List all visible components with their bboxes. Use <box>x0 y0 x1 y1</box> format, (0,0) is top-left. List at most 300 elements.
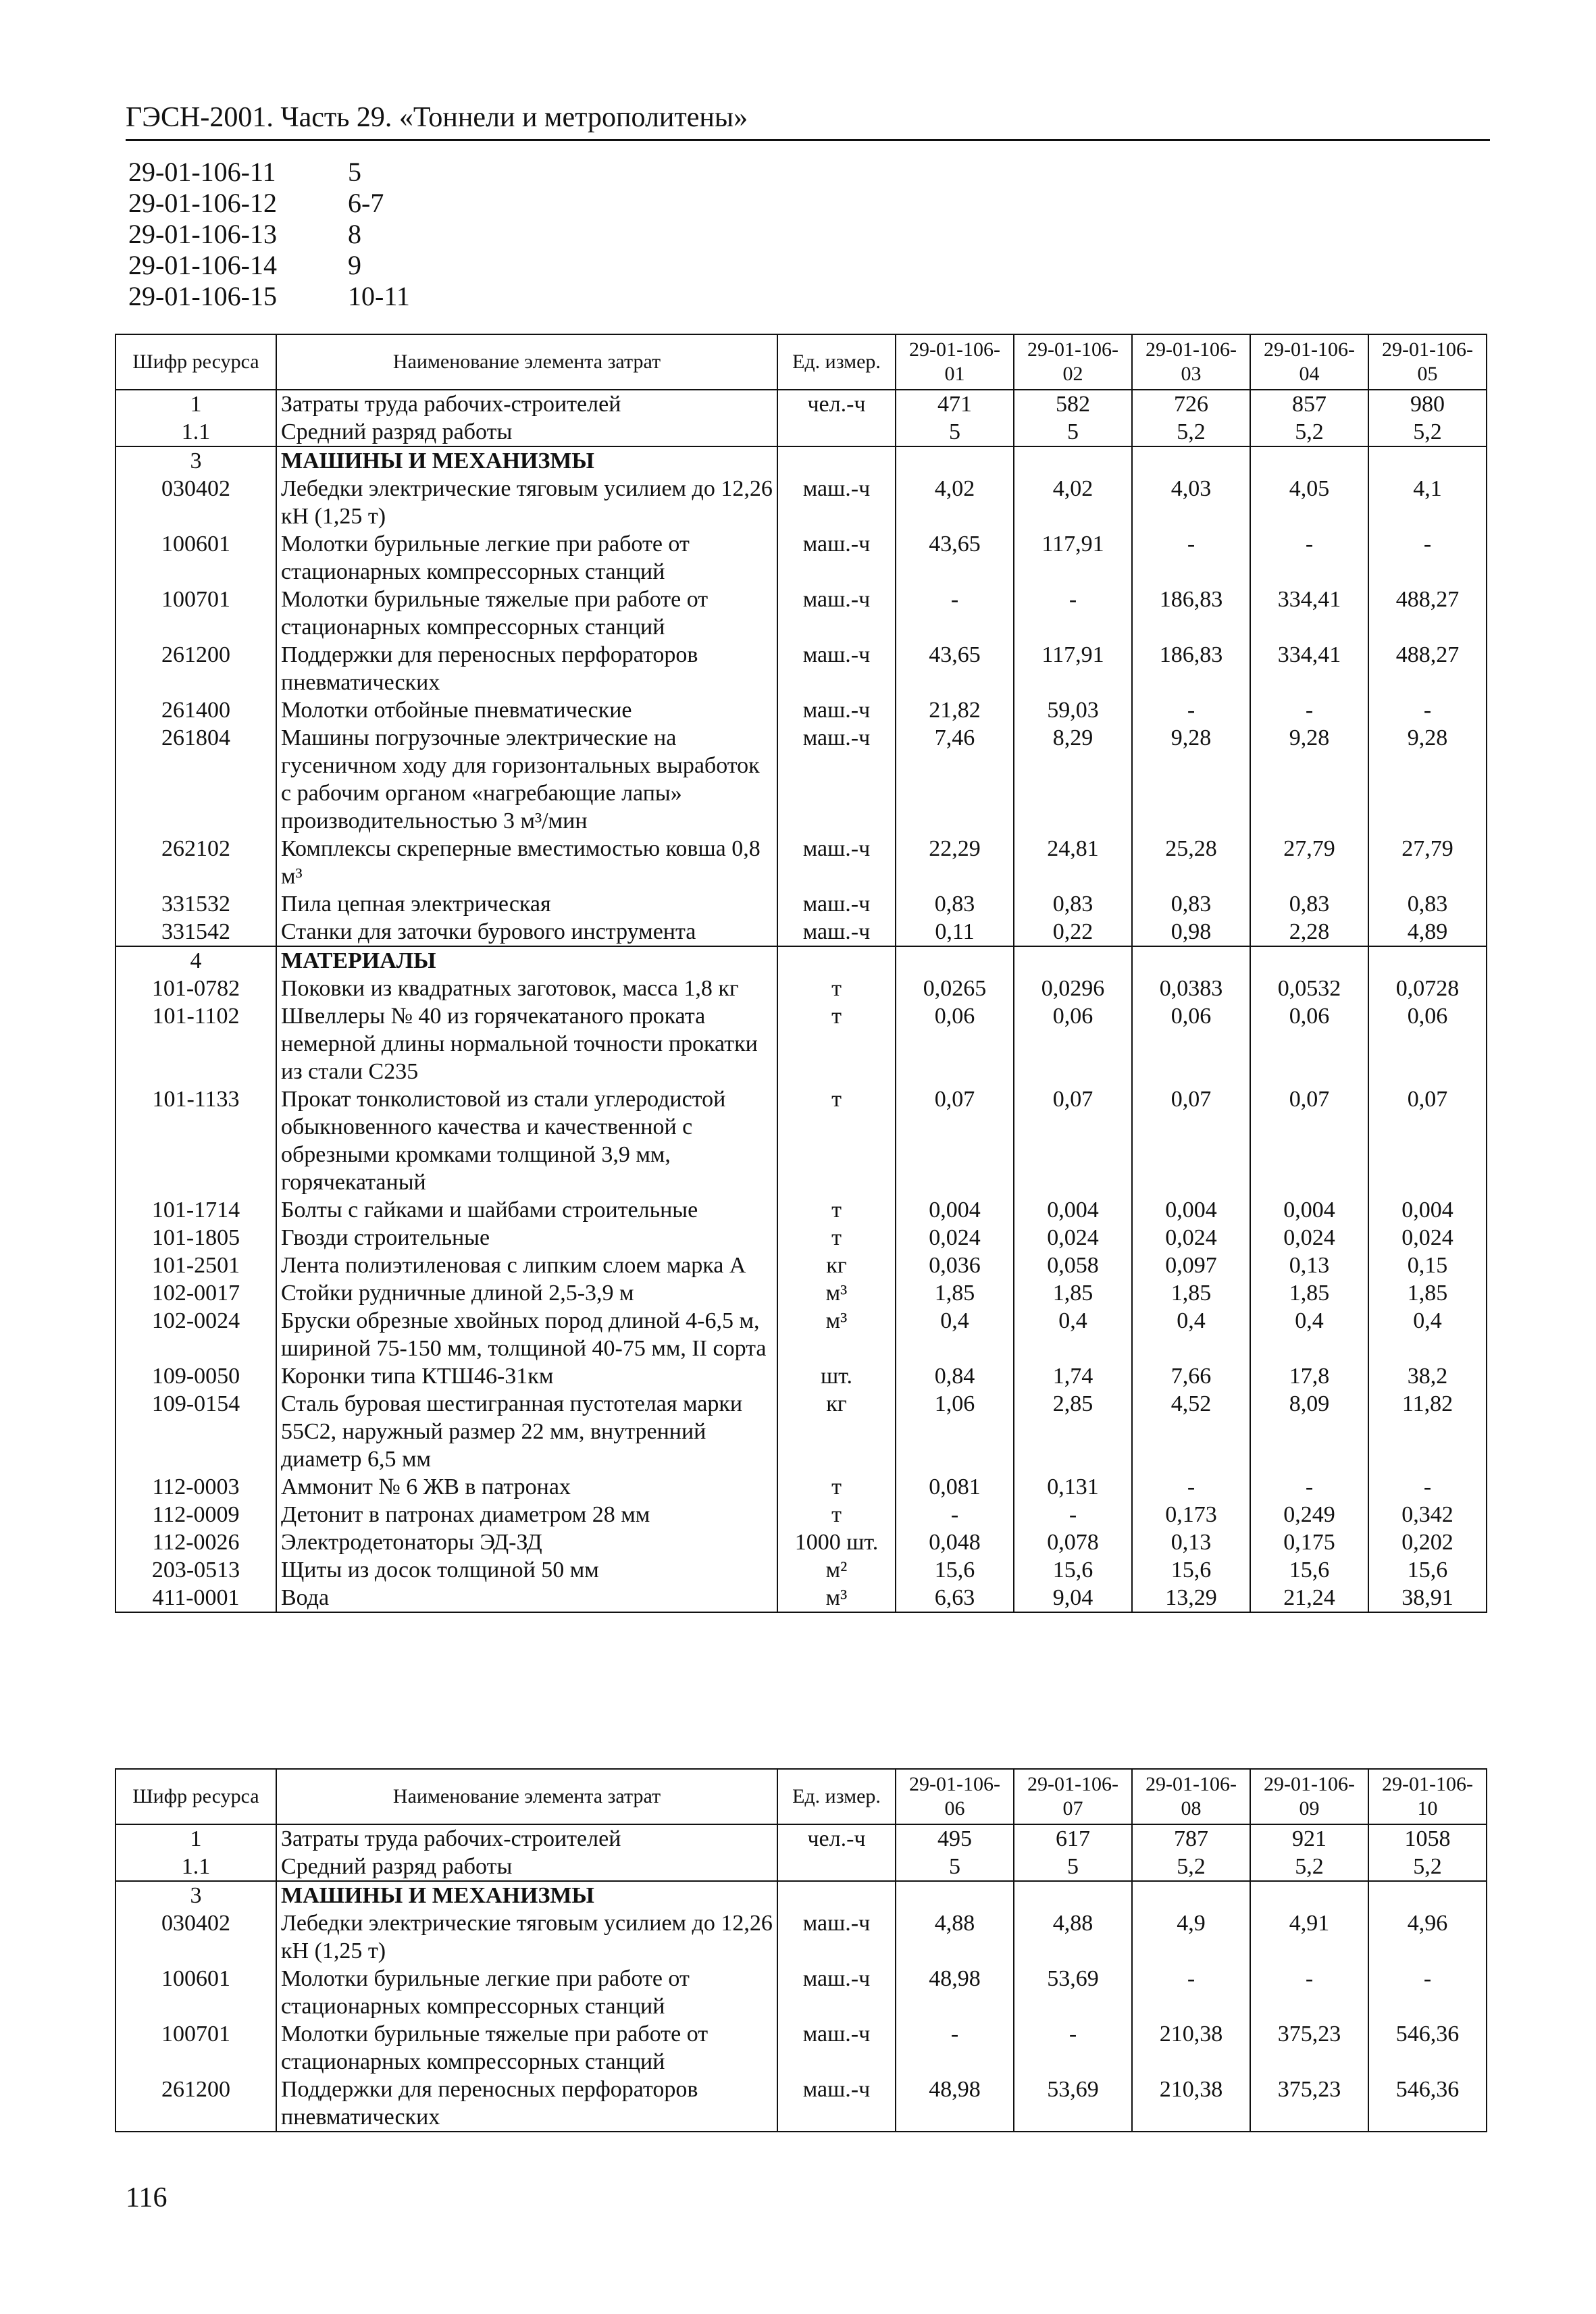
section-row <box>115 946 1487 975</box>
table-row <box>115 2020 1487 2076</box>
cell-value: 0,342 <box>1368 1501 1487 1528</box>
cell-unit: маш.-ч <box>777 835 896 890</box>
cell-value: 471 <box>896 390 1014 418</box>
cell-value: 27,79 <box>1368 835 1487 890</box>
cell-value: 375,23 <box>1250 2020 1368 2076</box>
cell-name: Щиты из досок толщиной 50 мм <box>276 1556 777 1584</box>
cell-value: 9,28 <box>1250 724 1368 835</box>
cell-code: 331542 <box>115 918 276 946</box>
cell-name: Стойки рудничные длиной 2,5-3,9 м <box>276 1279 777 1307</box>
header-rule <box>126 139 1490 141</box>
cell-value: 726 <box>1132 390 1250 418</box>
cell-code: 101-1102 <box>115 1002 276 1085</box>
cell-value: 0,058 <box>1014 1252 1132 1279</box>
cell-value: 5 <box>896 418 1014 446</box>
cell-value: 4,88 <box>1014 1909 1132 1965</box>
cell-code: 101-1805 <box>115 1224 276 1252</box>
cell-value: - <box>1132 530 1250 586</box>
cell-value: 9,04 <box>1014 1584 1132 1612</box>
cell-name: Детонит в патронах диаметром 28 мм <box>276 1501 777 1528</box>
cell-value: 5,2 <box>1132 418 1250 446</box>
cell-value: 15,6 <box>1368 1556 1487 1584</box>
cell-name: Поковки из квадратных заготовок, масса 1,8 кг <box>276 975 777 1002</box>
cell-value: 186,83 <box>1132 586 1250 641</box>
cell-value: 5 <box>1014 1853 1132 1881</box>
cell-value: 546,36 <box>1368 2076 1487 2132</box>
table-row <box>115 641 1487 696</box>
cell-code: 109-0050 <box>115 1362 276 1390</box>
cell-name: Аммонит № 6 ЖВ в патронах <box>276 1473 777 1501</box>
header-col-5: 29-01-106-05 <box>1368 334 1487 390</box>
cell-value: 0,83 <box>1250 890 1368 918</box>
cell-unit: т <box>777 1002 896 1085</box>
cell-value: 4,03 <box>1132 475 1250 530</box>
cell-value: 921 <box>1250 1824 1368 1853</box>
cell-value: 0,83 <box>1014 890 1132 918</box>
cell-code: 109-0154 <box>115 1390 276 1473</box>
cell-code: 1.1 <box>115 1853 276 1881</box>
header-col-2: 29-01-106-07 <box>1014 1769 1132 1824</box>
cell-value: - <box>896 2020 1014 2076</box>
cell-name: Молотки бурильные легкие при работе от стационарных компрессорных станций <box>276 530 777 586</box>
cell-unit: маш.-ч <box>777 890 896 918</box>
reference-row <box>128 250 410 281</box>
table-row <box>115 390 1487 418</box>
cell-value: 0,4 <box>896 1307 1014 1362</box>
cell-code: 112-0026 <box>115 1528 276 1556</box>
header-col-5: 29-01-106-10 <box>1368 1769 1487 1824</box>
cell-value: 5,2 <box>1368 1853 1487 1881</box>
cell-value: 43,65 <box>896 530 1014 586</box>
cell-value: 15,6 <box>1014 1556 1132 1584</box>
cell-name: Лебедки электрические тяговым усилием до 12,26 кН (1,25 т) <box>276 475 777 530</box>
cell-code: 030402 <box>115 1909 276 1965</box>
table-row <box>115 2076 1487 2132</box>
cell-value: 0,036 <box>896 1252 1014 1279</box>
cell-value: 0,048 <box>896 1528 1014 1556</box>
cell-value: 117,91 <box>1014 641 1132 696</box>
cell-value: 4,88 <box>896 1909 1014 1965</box>
reference-row <box>128 157 410 188</box>
cell-name: МАШИНЫ И МЕХАНИЗМЫ <box>276 446 777 475</box>
cell-value: 21,82 <box>896 696 1014 724</box>
reference-code: 29-01-106-15 <box>128 281 277 311</box>
cell-code: 100601 <box>115 530 276 586</box>
cell-code: 101-1133 <box>115 1085 276 1196</box>
cell-value <box>1368 446 1487 475</box>
header-col-3: 29-01-106-08 <box>1132 1769 1250 1824</box>
cell-value: - <box>1368 696 1487 724</box>
reference-value: 8 <box>348 219 361 249</box>
cell-unit <box>777 446 896 475</box>
cell-code: 101-0782 <box>115 975 276 1002</box>
cell-unit: 1000 шт. <box>777 1528 896 1556</box>
cell-code: 100601 <box>115 1965 276 2020</box>
cell-unit: м³ <box>777 1279 896 1307</box>
cell-value: 0,06 <box>1014 1002 1132 1085</box>
cell-name: Машины погрузочные электрические на гусеничном ходу для горизонтальных выработок с рабочим органом «нагребающие лапы» производительностью 3 м³/мин <box>276 724 777 835</box>
table-row <box>115 1279 1487 1307</box>
cell-value: 0,0532 <box>1250 975 1368 1002</box>
cell-value: 117,91 <box>1014 530 1132 586</box>
cell-value: 15,6 <box>1132 1556 1250 1584</box>
cell-value: 1,06 <box>896 1390 1014 1473</box>
cell-value: 4,89 <box>1368 918 1487 946</box>
cell-unit: чел.-ч <box>777 390 896 418</box>
cell-value: 0,83 <box>896 890 1014 918</box>
cell-value: - <box>1250 696 1368 724</box>
cell-value <box>1250 946 1368 975</box>
cell-value: 582 <box>1014 390 1132 418</box>
cell-value: 5,2 <box>1132 1853 1250 1881</box>
cell-value: - <box>1250 1965 1368 2020</box>
cell-value: 53,69 <box>1014 1965 1132 2020</box>
cell-value: 0,0728 <box>1368 975 1487 1002</box>
cell-value: 488,27 <box>1368 641 1487 696</box>
cell-value: 0,13 <box>1250 1252 1368 1279</box>
cell-value: 0,131 <box>1014 1473 1132 1501</box>
cell-value: 4,02 <box>896 475 1014 530</box>
cell-unit <box>777 418 896 446</box>
cell-unit <box>777 1853 896 1881</box>
cell-value: 4,91 <box>1250 1909 1368 1965</box>
cell-code: 261200 <box>115 2076 276 2132</box>
cell-value: 15,6 <box>896 1556 1014 1584</box>
reference-value: 6-7 <box>348 188 384 218</box>
cell-code: 4 <box>115 946 276 975</box>
cell-unit: маш.-ч <box>777 724 896 835</box>
header-col-3: 29-01-106-03 <box>1132 334 1250 390</box>
cell-code: 100701 <box>115 586 276 641</box>
reference-code: 29-01-106-12 <box>128 188 277 218</box>
table-body <box>115 390 1487 1612</box>
cell-value: 0,202 <box>1368 1528 1487 1556</box>
cell-value: 5 <box>896 1853 1014 1881</box>
cell-value: 0,004 <box>1132 1196 1250 1224</box>
cell-value: 0,4 <box>1132 1307 1250 1362</box>
cell-value: 488,27 <box>1368 586 1487 641</box>
cell-name: Лента полиэтиленовая с липким слоем марка А <box>276 1252 777 1279</box>
header-col-4: 29-01-106-04 <box>1250 334 1368 390</box>
cell-value: 334,41 <box>1250 586 1368 641</box>
table-header-row <box>115 1769 1487 1824</box>
cell-name: Лебедки электрические тяговым усилием до 12,26 кН (1,25 т) <box>276 1909 777 1965</box>
cell-value <box>1132 946 1250 975</box>
cell-value <box>1250 446 1368 475</box>
cell-unit: маш.-ч <box>777 696 896 724</box>
cell-value: 0,06 <box>1132 1002 1250 1085</box>
cell-value <box>1368 1881 1487 1909</box>
cell-code: 3 <box>115 1881 276 1909</box>
cell-name: Сталь буровая шестигранная пустотелая марки 55С2, наружный размер 22 мм, внутренний диаметр 6,5 мм <box>276 1390 777 1473</box>
page-header: ГЭСН-2001. Часть 29. «Тоннели и метрополитены» <box>126 102 748 133</box>
table-row <box>115 1002 1487 1085</box>
reference-code: 29-01-106-11 <box>128 157 276 187</box>
cell-code: 100701 <box>115 2020 276 2076</box>
cell-value: 0,078 <box>1014 1528 1132 1556</box>
cell-unit <box>777 946 896 975</box>
reference-code: 29-01-106-14 <box>128 250 277 280</box>
cell-unit: маш.-ч <box>777 2076 896 2132</box>
cell-value: 0,83 <box>1132 890 1250 918</box>
resource-table-1 <box>115 334 1487 1613</box>
table-row <box>115 530 1487 586</box>
table-row <box>115 696 1487 724</box>
table-row <box>115 1965 1487 2020</box>
cell-unit: маш.-ч <box>777 918 896 946</box>
cell-value: 617 <box>1014 1824 1132 1853</box>
cell-value <box>896 446 1014 475</box>
cell-value: 11,82 <box>1368 1390 1487 1473</box>
cell-value: 1,85 <box>896 1279 1014 1307</box>
cell-value: 0,15 <box>1368 1252 1487 1279</box>
cell-unit: т <box>777 1224 896 1252</box>
cell-code: 101-2501 <box>115 1252 276 1279</box>
cell-value <box>1014 1881 1132 1909</box>
cell-code: 102-0024 <box>115 1307 276 1362</box>
cell-name: Средний разряд работы <box>276 1853 777 1881</box>
cell-value: 0,4 <box>1014 1307 1132 1362</box>
cell-value: 0,07 <box>896 1085 1014 1196</box>
cell-value: - <box>1250 1473 1368 1501</box>
reference-value: 5 <box>348 157 361 187</box>
cell-value: 0,4 <box>1250 1307 1368 1362</box>
table-row <box>115 1556 1487 1584</box>
cell-code: 112-0003 <box>115 1473 276 1501</box>
cell-value: - <box>1368 1965 1487 2020</box>
cell-name: Швеллеры № 40 из горячекатаного проката немерной длины нормальной точности прокатки из стали С235 <box>276 1002 777 1085</box>
cell-unit: маш.-ч <box>777 641 896 696</box>
cell-value: 0,06 <box>1250 1002 1368 1085</box>
cell-value: 21,24 <box>1250 1584 1368 1612</box>
cell-value: 5,2 <box>1250 1853 1368 1881</box>
table-row <box>115 1196 1487 1224</box>
cell-name: Молотки бурильные легкие при работе от стационарных компрессорных станций <box>276 1965 777 2020</box>
cell-value: 0,024 <box>1014 1224 1132 1252</box>
cell-unit: м³ <box>777 1307 896 1362</box>
cell-value: 8,09 <box>1250 1390 1368 1473</box>
cell-name: Молотки бурильные тяжелые при работе от стационарных компрессорных станций <box>276 586 777 641</box>
cell-code: 1 <box>115 1824 276 1853</box>
cell-value: 0,081 <box>896 1473 1014 1501</box>
cell-value: - <box>1132 1473 1250 1501</box>
table-row <box>115 835 1487 890</box>
cell-value: 0,07 <box>1132 1085 1250 1196</box>
cell-value: 0,024 <box>1368 1224 1487 1252</box>
table-row <box>115 1390 1487 1473</box>
page-number: 116 <box>126 2182 168 2213</box>
cell-value: - <box>896 586 1014 641</box>
table-row <box>115 475 1487 530</box>
section-row <box>115 1881 1487 1909</box>
cell-code: 261400 <box>115 696 276 724</box>
header-col-2: 29-01-106-02 <box>1014 334 1132 390</box>
cell-code: 203-0513 <box>115 1556 276 1584</box>
cell-name: Прокат тонколистовой из стали углеродистой обыкновенного качества и качественной с обрезными кромками толщиной 3,9 мм, горячекатаный <box>276 1085 777 1196</box>
reference-row <box>128 281 410 312</box>
cell-value: 0,004 <box>1368 1196 1487 1224</box>
cell-value: 24,81 <box>1014 835 1132 890</box>
cell-unit: кг <box>777 1252 896 1279</box>
cell-unit: кг <box>777 1390 896 1473</box>
table-row <box>115 724 1487 835</box>
cell-value: 0,13 <box>1132 1528 1250 1556</box>
resource-table-2 <box>115 1768 1487 2132</box>
cell-code: 1.1 <box>115 418 276 446</box>
cell-value: - <box>1132 1965 1250 2020</box>
table-row <box>115 418 1487 446</box>
table-row <box>115 1853 1487 1881</box>
cell-value: 210,38 <box>1132 2076 1250 2132</box>
cell-unit: маш.-ч <box>777 2020 896 2076</box>
cell-value: 0,07 <box>1368 1085 1487 1196</box>
cell-code: 411-0001 <box>115 1584 276 1612</box>
cell-value: 38,2 <box>1368 1362 1487 1390</box>
cell-value: 0,024 <box>1250 1224 1368 1252</box>
cell-value: 0,98 <box>1132 918 1250 946</box>
cell-value: 5,2 <box>1368 418 1487 446</box>
cell-value: 1,85 <box>1014 1279 1132 1307</box>
table-body <box>115 1824 1487 2132</box>
cell-value: 375,23 <box>1250 2076 1368 2132</box>
cell-value: 4,05 <box>1250 475 1368 530</box>
cell-value: 53,69 <box>1014 2076 1132 2132</box>
cell-unit: т <box>777 1501 896 1528</box>
cell-value: 5 <box>1014 418 1132 446</box>
reference-code: 29-01-106-13 <box>128 219 277 249</box>
cell-value: 0,22 <box>1014 918 1132 946</box>
cell-value: 0,097 <box>1132 1252 1250 1279</box>
cell-code: 1 <box>115 390 276 418</box>
header-col-4: 29-01-106-09 <box>1250 1769 1368 1824</box>
cell-value: 13,29 <box>1132 1584 1250 1612</box>
cell-code: 3 <box>115 446 276 475</box>
cell-value: 2,85 <box>1014 1390 1132 1473</box>
cell-name: Поддержки для переносных перфораторов пневматических <box>276 641 777 696</box>
cell-value: 4,52 <box>1132 1390 1250 1473</box>
cell-value: 25,28 <box>1132 835 1250 890</box>
cell-value <box>896 1881 1014 1909</box>
table-row <box>115 1909 1487 1965</box>
cell-name: Молотки отбойные пневматические <box>276 696 777 724</box>
cell-value: 0,83 <box>1368 890 1487 918</box>
cell-unit: т <box>777 1196 896 1224</box>
cell-value: 0,024 <box>1132 1224 1250 1252</box>
cell-value: - <box>1250 530 1368 586</box>
cell-value <box>1014 446 1132 475</box>
cell-value: 48,98 <box>896 1965 1014 2020</box>
cell-value: 4,1 <box>1368 475 1487 530</box>
cell-value: 4,02 <box>1014 475 1132 530</box>
cell-value: 0,06 <box>1368 1002 1487 1085</box>
cell-name: Электродетонаторы ЭД-ЗД <box>276 1528 777 1556</box>
cell-unit: м³ <box>777 1584 896 1612</box>
cell-name: Болты с гайками и шайбами строительные <box>276 1196 777 1224</box>
cell-value: 0,0383 <box>1132 975 1250 1002</box>
cell-code: 112-0009 <box>115 1501 276 1528</box>
cell-value: 0,249 <box>1250 1501 1368 1528</box>
cell-value <box>896 946 1014 975</box>
header-name: Наименование элемента затрат <box>276 334 777 390</box>
cell-value: 334,41 <box>1250 641 1368 696</box>
cell-value: 186,83 <box>1132 641 1250 696</box>
cell-value: 6,63 <box>896 1584 1014 1612</box>
cell-code: 261804 <box>115 724 276 835</box>
table-row <box>115 918 1487 946</box>
section-row <box>115 446 1487 475</box>
cell-value <box>1014 946 1132 975</box>
header-unit: Ед. измер. <box>777 1769 896 1824</box>
cell-value: 0,004 <box>1014 1196 1132 1224</box>
cell-value: 1,85 <box>1368 1279 1487 1307</box>
cell-value: 7,66 <box>1132 1362 1250 1390</box>
cell-unit: т <box>777 1085 896 1196</box>
cell-value <box>1132 1881 1250 1909</box>
cell-name: Станки для заточки бурового инструмента <box>276 918 777 946</box>
cell-name: Пила цепная электрическая <box>276 890 777 918</box>
cell-name: Средний разряд работы <box>276 418 777 446</box>
table-header-row <box>115 334 1487 390</box>
cell-value: 7,46 <box>896 724 1014 835</box>
table-row <box>115 1307 1487 1362</box>
cell-unit: т <box>777 1473 896 1501</box>
table-row <box>115 1085 1487 1196</box>
cell-name: Бруски обрезные хвойных пород длиной 4-6,5 м, шириной 75-150 мм, толщиной 40-75 мм, II сорта <box>276 1307 777 1362</box>
reference-row <box>128 219 410 250</box>
cell-value: 8,29 <box>1014 724 1132 835</box>
cell-value: 0,84 <box>896 1362 1014 1390</box>
cell-value: 0,07 <box>1250 1085 1368 1196</box>
cell-value: 1,85 <box>1250 1279 1368 1307</box>
cell-name: Вода <box>276 1584 777 1612</box>
cell-value: - <box>1014 2020 1132 2076</box>
cell-name: Затраты труда рабочих-строителей <box>276 1824 777 1853</box>
cell-unit: маш.-ч <box>777 1965 896 2020</box>
cell-value: 0,07 <box>1014 1085 1132 1196</box>
table-row <box>115 1473 1487 1501</box>
cell-value: - <box>1014 586 1132 641</box>
cell-unit: шт. <box>777 1362 896 1390</box>
reference-row <box>128 188 410 219</box>
cell-value: 38,91 <box>1368 1584 1487 1612</box>
cell-value: 0,0296 <box>1014 975 1132 1002</box>
cell-unit: маш.-ч <box>777 586 896 641</box>
cell-value <box>1250 1881 1368 1909</box>
cell-name: Поддержки для переносных перфораторов пневматических <box>276 2076 777 2132</box>
cell-value: 1,85 <box>1132 1279 1250 1307</box>
cell-value: 4,9 <box>1132 1909 1250 1965</box>
cell-value: 1,74 <box>1014 1362 1132 1390</box>
cell-value: 5,2 <box>1250 418 1368 446</box>
cell-value: 0,4 <box>1368 1307 1487 1362</box>
cell-value: 48,98 <box>896 2076 1014 2132</box>
table-row <box>115 1362 1487 1390</box>
cell-value: 0,004 <box>1250 1196 1368 1224</box>
cell-name: Комплексы скреперные вместимостью ковша 0,8 м³ <box>276 835 777 890</box>
cell-value: 0,11 <box>896 918 1014 946</box>
cell-code: 331532 <box>115 890 276 918</box>
cell-name: МАТЕРИАЛЫ <box>276 946 777 975</box>
cell-name: Молотки бурильные тяжелые при работе от стационарных компрессорных станций <box>276 2020 777 2076</box>
table-row <box>115 1501 1487 1528</box>
header-unit: Ед. измер. <box>777 334 896 390</box>
cell-value: 27,79 <box>1250 835 1368 890</box>
reference-value: 9 <box>348 250 361 280</box>
cell-value: 15,6 <box>1250 1556 1368 1584</box>
table-row <box>115 1252 1487 1279</box>
cell-unit: м² <box>777 1556 896 1584</box>
cell-code: 102-0017 <box>115 1279 276 1307</box>
